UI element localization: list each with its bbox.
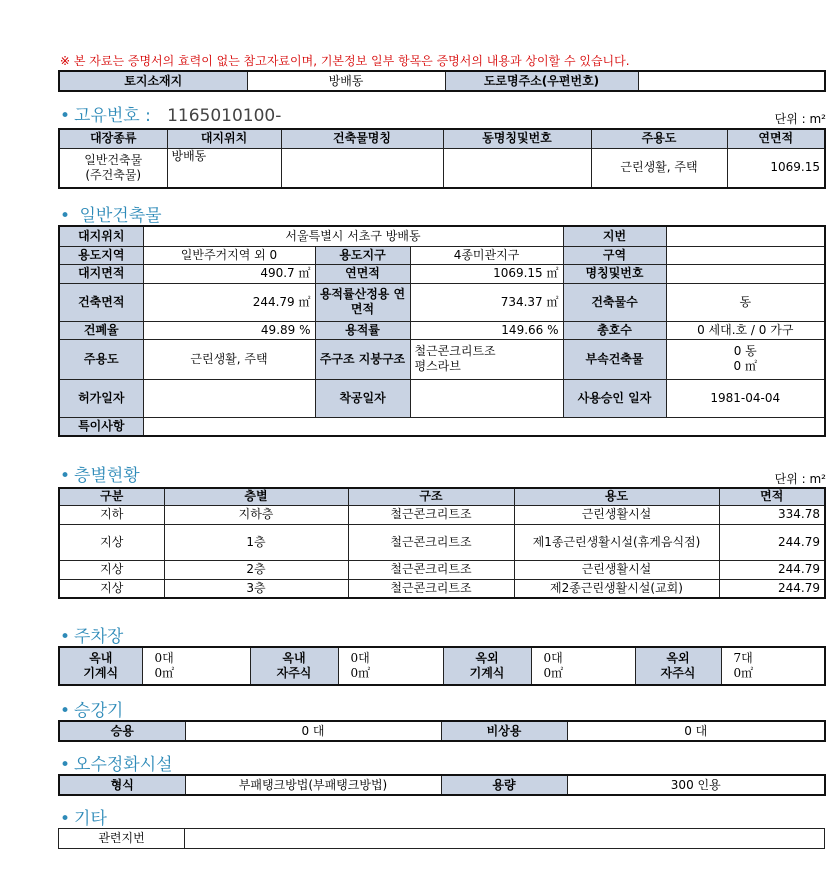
dong-value	[443, 148, 591, 188]
site-label: 대지위치	[59, 226, 143, 246]
parking-outdoor-self-label: 옥외 자주식	[635, 647, 721, 685]
floors-unit: 단위 : m²	[774, 472, 826, 486]
land-area-label: 대지면적	[59, 264, 143, 283]
general-building-heading: • 일반건축물	[60, 206, 162, 226]
site-address: 서울특별시 서초구 방배동	[143, 226, 563, 246]
sewage-heading: • 오수정화시설	[60, 755, 173, 775]
far-area-value: 734.37 ㎡	[410, 283, 563, 321]
floors-header-floor: 층별	[164, 488, 348, 505]
etc-table	[58, 828, 825, 849]
header-dong: 동명칭및번호	[443, 129, 591, 148]
area-zone-value	[666, 246, 825, 264]
related-jibun-value	[185, 829, 825, 849]
parking-outdoor-mech-label: 옥외 기계식	[443, 647, 531, 685]
floors-table	[58, 487, 826, 599]
far-area-label: 용적률산정용 연면적	[315, 283, 410, 321]
site-value: 방배동	[167, 148, 281, 188]
households-label: 총호수	[563, 321, 666, 339]
bullet-icon: •	[60, 701, 71, 721]
bullet-icon: •	[60, 206, 71, 226]
sewage-capacity-value: 300 인용	[567, 775, 825, 795]
floor-kind: 지상	[59, 579, 164, 598]
table-row	[59, 505, 825, 524]
approval-date-label: 사용승인 일자	[563, 379, 666, 417]
parking-indoor-self-value: 0대 0㎡	[338, 647, 443, 685]
jibun-label: 지번	[563, 226, 666, 246]
permit-date-label: 허가일자	[59, 379, 143, 417]
parking-table	[58, 646, 826, 686]
location-value: 방배동	[247, 71, 445, 91]
table-row	[59, 524, 825, 560]
header-floor-area: 연면적	[727, 129, 825, 148]
annex-label: 부속건축물	[563, 339, 666, 379]
sewage-type-label: 형식	[59, 775, 185, 795]
bullet-icon: •	[60, 627, 71, 647]
header-ledger-type: 대장종류	[59, 129, 167, 148]
elevator-passenger-value: 0 대	[185, 721, 441, 741]
building-area-label: 건축면적	[59, 283, 143, 321]
elevator-emergency-label: 비상용	[441, 721, 567, 741]
floor-area-value: 1069.15	[727, 148, 825, 188]
header-main-use: 주용도	[591, 129, 727, 148]
bullet-icon: •	[60, 466, 71, 486]
name-number-label: 명칭및번호	[563, 264, 666, 283]
floor-use: 제1종근린생활시설(휴게음식점)	[514, 524, 719, 560]
annex-value: 0 동 0 ㎡	[666, 339, 825, 379]
district-label: 용도지구	[315, 246, 410, 264]
floors-header-area: 면적	[719, 488, 825, 505]
structure-value: 철근콘크리트조 평스라브	[410, 339, 563, 379]
name-number-value	[666, 264, 825, 283]
permit-date-value	[143, 379, 315, 417]
floors-heading: • 층별현황	[60, 466, 140, 486]
floor-area: 334.78	[719, 505, 825, 524]
parking-indoor-self-label: 옥내 자주식	[250, 647, 338, 685]
etc-heading: • 기타	[60, 809, 107, 829]
building-summary-table	[58, 128, 826, 189]
building-count-label: 건축물수	[563, 283, 666, 321]
floor-structure: 철근콘크리트조	[348, 560, 514, 579]
elevator-heading: • 승강기	[60, 701, 124, 721]
floor-structure: 철근콘크리트조	[348, 505, 514, 524]
floors-header-kind: 구분	[59, 488, 164, 505]
location-label: 토지소재지	[59, 71, 247, 91]
floor-area: 244.79	[719, 524, 825, 560]
floors-header-structure: 구조	[348, 488, 514, 505]
general-main-use-value: 근린생활, 주택	[143, 339, 315, 379]
building-count-value: 동	[666, 283, 825, 321]
table-row	[59, 579, 825, 598]
table-row	[59, 560, 825, 579]
floor-use: 제2종근린생활시설(교회)	[514, 579, 719, 598]
floor-use: 근린생활시설	[514, 560, 719, 579]
elevator-emergency-value: 0 대	[567, 721, 825, 741]
floor-kind: 지상	[59, 560, 164, 579]
structure-label: 주구조 지붕구조	[315, 339, 410, 379]
zone-label: 용도지역	[59, 246, 143, 264]
road-address-value	[638, 71, 825, 91]
unique-unit: 단위 : m²	[774, 112, 826, 126]
far-value: 149.66 %	[410, 321, 563, 339]
floor-number: 3층	[164, 579, 348, 598]
total-floor-area-label: 연면적	[315, 264, 410, 283]
main-use-label: 주용도	[59, 339, 143, 379]
floor-structure: 철근콘크리트조	[348, 579, 514, 598]
floor-area: 244.79	[719, 560, 825, 579]
unique-number: 1165010100-	[167, 106, 282, 126]
special-value	[143, 417, 825, 436]
floor-number: 지하층	[164, 505, 348, 524]
sewage-capacity-label: 용량	[441, 775, 567, 795]
main-use-value: 근린생활, 주택	[591, 148, 727, 188]
start-date-label: 착공일자	[315, 379, 410, 417]
district-value: 4종미관지구	[410, 246, 563, 264]
building-area-value: 244.79 ㎡	[143, 283, 315, 321]
area-zone-label: 구역	[563, 246, 666, 264]
building-name	[281, 148, 443, 188]
floors-header-use: 용도	[514, 488, 719, 505]
road-address-label: 도로명주소(우편번호)	[445, 71, 638, 91]
floor-structure: 철근콘크리트조	[348, 524, 514, 560]
parking-outdoor-self-value: 7대 0㎡	[721, 647, 825, 685]
sewage-type-value: 부패탱크방법(부패탱크방법)	[185, 775, 441, 795]
header-building-name: 건축물명칭	[281, 129, 443, 148]
bcr-label: 건폐율	[59, 321, 143, 339]
general-building-table	[58, 225, 826, 437]
elevator-passenger-label: 승용	[59, 721, 185, 741]
start-date-value	[410, 379, 563, 417]
header-site: 대지위치	[167, 129, 281, 148]
location-table	[58, 70, 826, 92]
total-floor-area-value: 1069.15 ㎡	[410, 264, 563, 283]
parking-indoor-mech-value: 0대 0㎡	[142, 647, 250, 685]
floor-use: 근린생활시설	[514, 505, 719, 524]
sewage-table	[58, 774, 826, 796]
parking-heading: • 주차장	[60, 627, 124, 647]
related-jibun-label: 관련지번	[59, 829, 185, 849]
floor-kind: 지하	[59, 505, 164, 524]
disclaimer-notice: ※ 본 자료는 증명서의 효력이 없는 참고자료이며, 기본정보 일부 항목은 증명서의 내용과 상이할 수 있습니다.	[60, 54, 630, 68]
households-value: 0 세대.호 / 0 가구	[666, 321, 825, 339]
special-label: 특이사항	[59, 417, 143, 436]
bullet-icon: •	[60, 106, 71, 126]
floor-kind: 지상	[59, 524, 164, 560]
ledger-type: 일반건축물 (주건축물)	[59, 148, 167, 188]
bcr-value: 49.89 %	[143, 321, 315, 339]
parking-indoor-mech-label: 옥내 기계식	[59, 647, 142, 685]
unique-number-heading: • 고유번호 : 1165010100-	[60, 106, 282, 126]
floor-number: 1층	[164, 524, 348, 560]
land-area-value: 490.7 ㎡	[143, 264, 315, 283]
floor-number: 2층	[164, 560, 348, 579]
jibun-value	[666, 226, 825, 246]
parking-outdoor-mech-value: 0대 0㎡	[531, 647, 635, 685]
far-label: 용적률	[315, 321, 410, 339]
approval-date-value: 1981-04-04	[666, 379, 825, 417]
elevator-table	[58, 720, 826, 742]
floor-area: 244.79	[719, 579, 825, 598]
zone-value: 일반주거지역 외 0	[143, 246, 315, 264]
bullet-icon: •	[60, 755, 71, 775]
bullet-icon: •	[60, 809, 71, 829]
